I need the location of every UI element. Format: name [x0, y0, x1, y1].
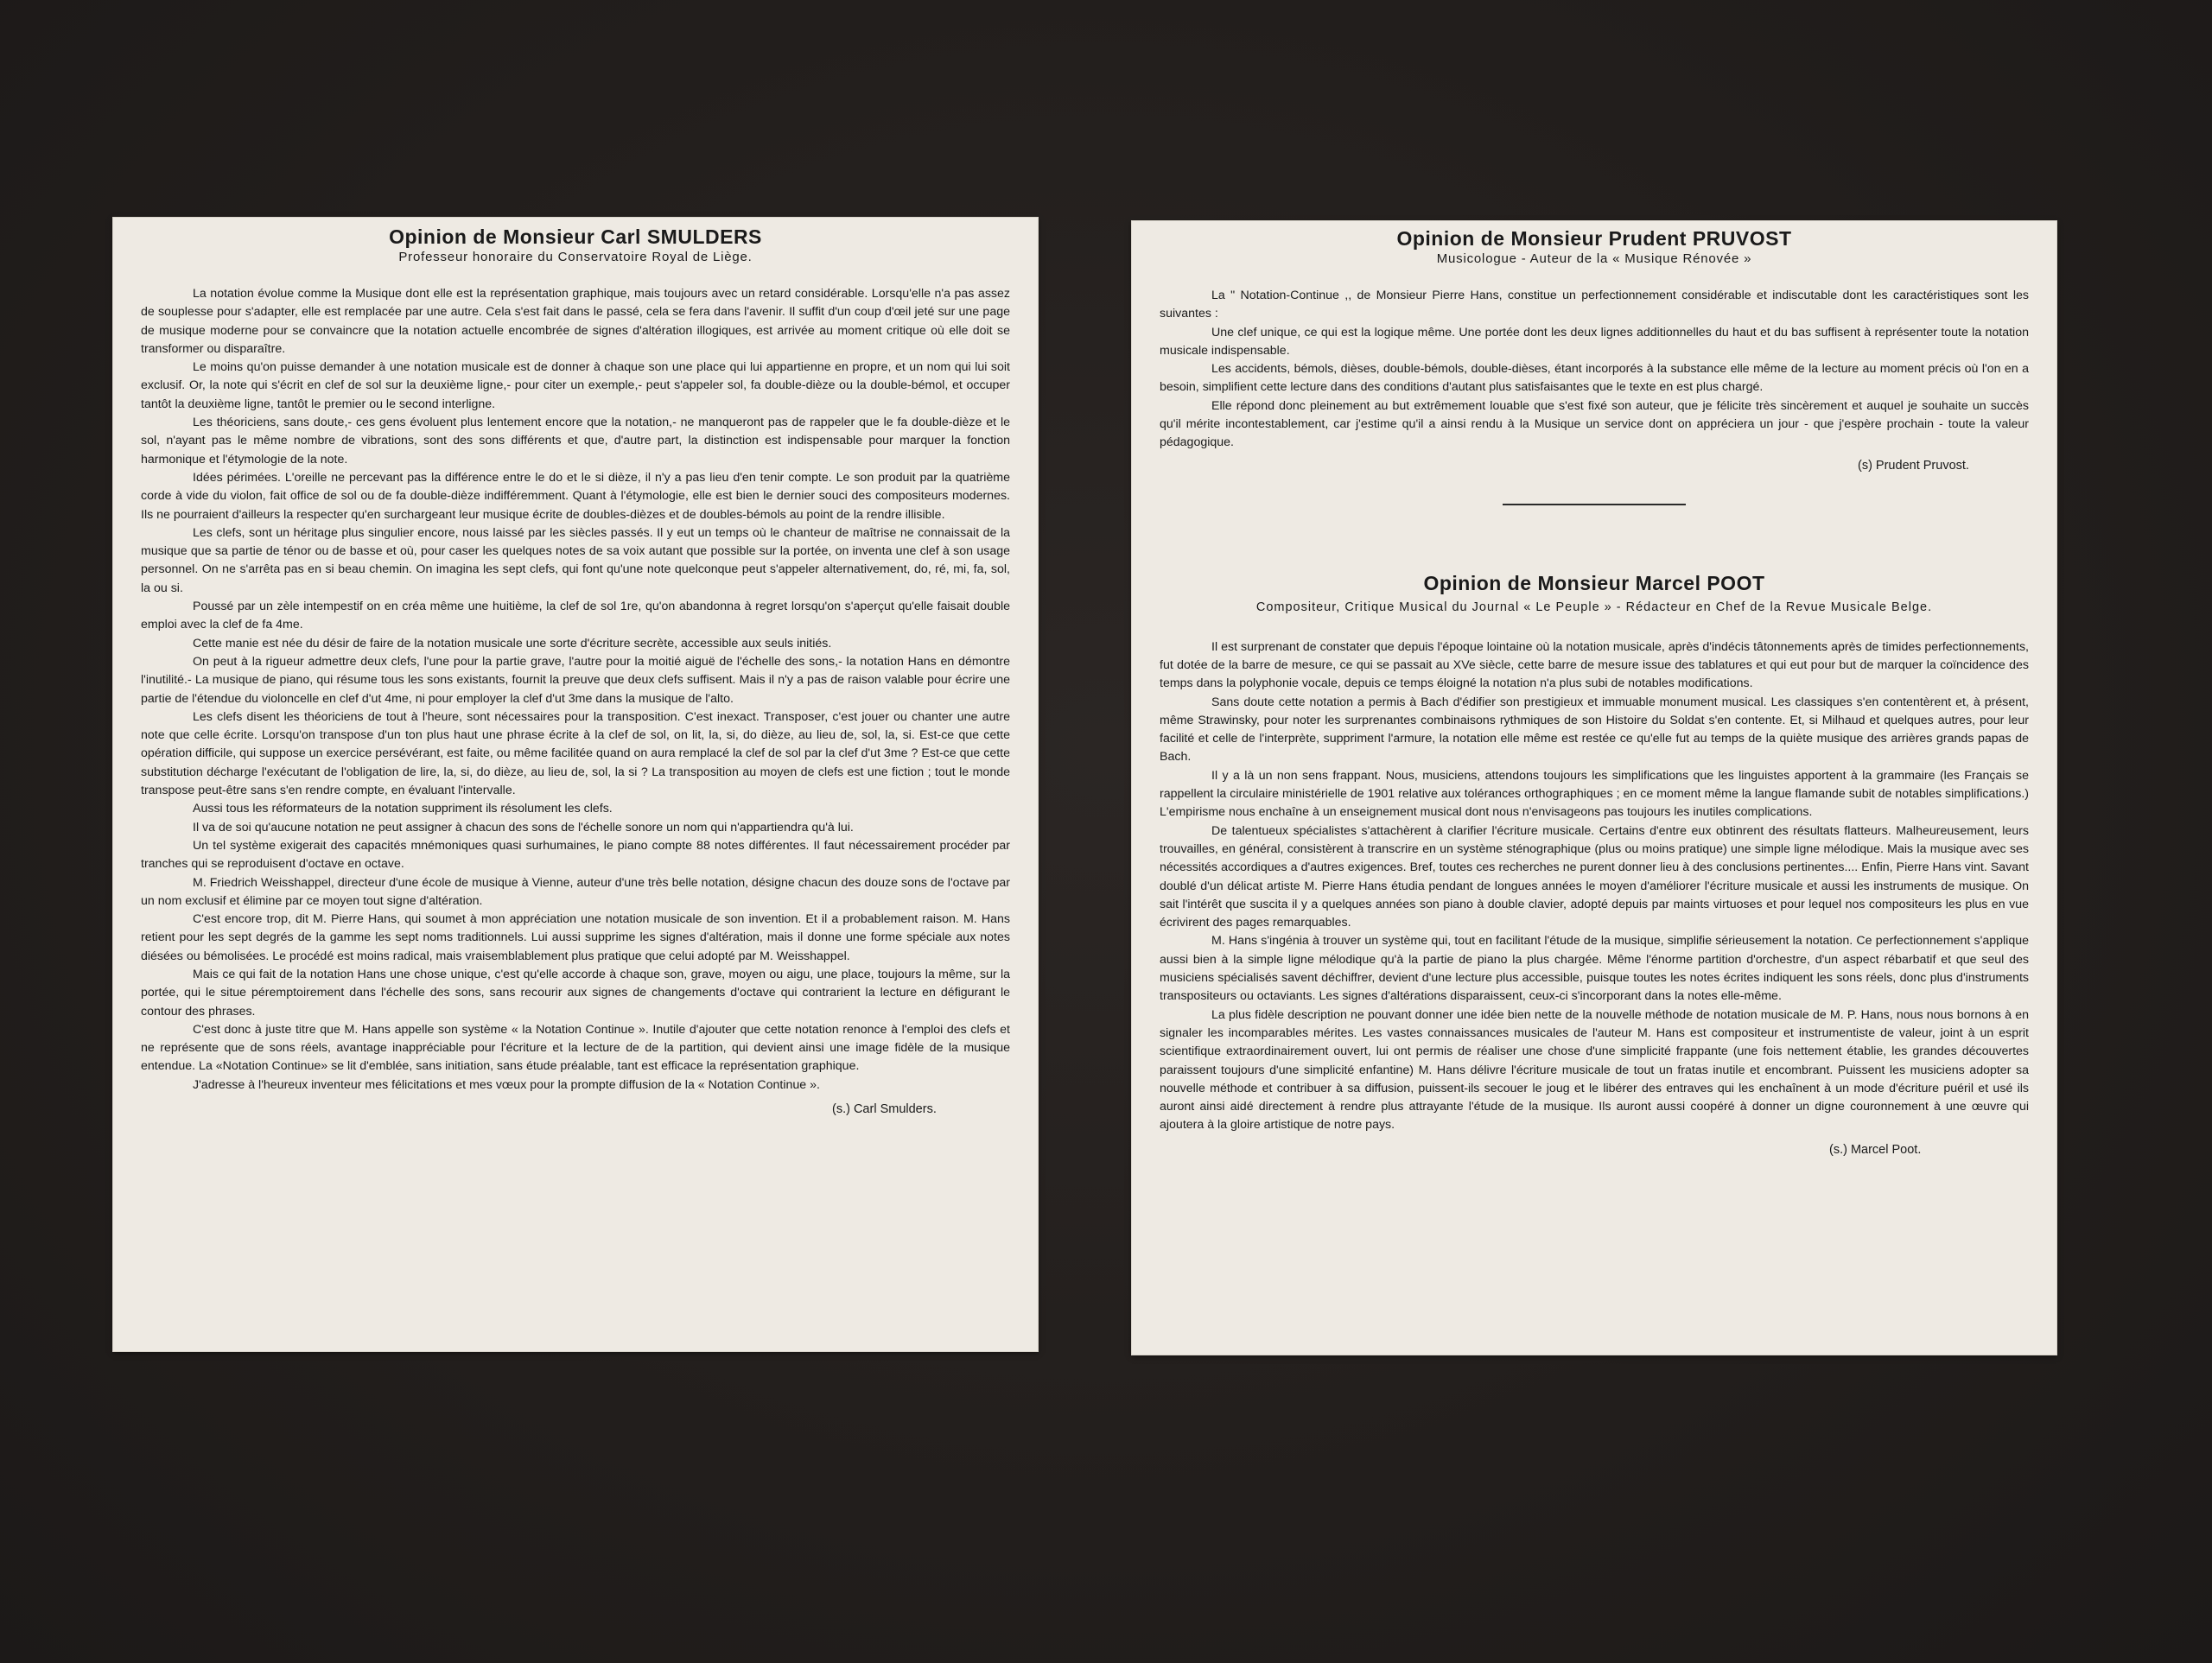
smulders-paragraph: Aussi tous les réformateurs de la notation suppriment ils résolument les clefs. [193, 802, 613, 816]
smulders-body [141, 285, 1010, 1095]
smulders-opinion-sheet [113, 218, 1038, 1351]
pruvost-paragraph: Elle répond donc pleinement au but extrêmement louable que s'est fixé son auteur, que je félicite très sincèrement et auquel je souhaite un succès qu'il mérite incontestablement, car j'estime qu'il a ainsi rendu à la Musique un service dont on appréciera un jour - que j'espère prochain - toute la valeur pédagogique. [1160, 398, 2029, 450]
pruvost-subtitle: Musicologue - Auteur de la « Musique Rénovée » [1436, 251, 1752, 266]
smulders-paragraph: Il va de soi qu'aucune notation ne peut assigner à chacun des sons de l'échelle sonore un nom qui n'appartiendra qu'à lui. [193, 820, 854, 835]
poot-paragraph: M. Hans s'ingénia à trouver un système qui, tout en facilitant l'étude de la musique, simplifie sérieusement la notation. Ce perfectionnement s'applique aussi bien à la simple ligne mélodique qu'à la partie de piano la plus chargée. Même l'énorme partition d'orchestre, d'un aspect rébarbatif et que seul des musiciens spécialisés savent déchiffrer, devient d'une lecture plus accessible, puisque toutes les notes écrites indiquent les sons réels, donc plus d'instruments transpositeurs ou octaviants. Les signes d'altérations disparaissent, ceux-ci s'incorporant dans la notes elle-même. [1160, 934, 2029, 1004]
smulders-paragraph: Un tel système exigerait des capacités mnémoniques quasi surhumaines, le piano compte 88 notes différentes. Il faut nécessairement procéder par tranches qui se reproduisent d'octave en octave. [141, 838, 1010, 872]
smulders-paragraph: On peut à la rigueur admettre deux clefs, l'une pour la partie grave, l'autre pour la moitié aiguë de l'échelle des sons,- la notation Hans en démontre l'inutilité.- La musique de piano, qui résume tous les sons existants, fournit la preuve que deux clefs suffisent. Mais il n'y a pas de raison valable pour écrire une partie de l'étendue du violoncelle en clef d'ut 4me, ni pour employer la clef d'ut 3me dans la musique de l'alto. [141, 654, 1010, 706]
smulders-paragraph: C'est encore trop, dit M. Pierre Hans, qui soumet à mon appréciation une notation musicale de son invention. Et il a probablement raison. M. Hans retient pour les sept degrés de la gamme les sept noms traditionnels. Lui aussi supprime les signes d'altération, mais il donne une forme spéciale aux notes diésées ou bémolisées. Le procédé est moins radical, mais vraisemblablement plus pratique que celui adopté par M. Weisshappel. [141, 912, 1010, 963]
poot-paragraph: Sans doute cette notation a permis à Bach d'édifier son prestigieux et immuable monument musical. Les classiques s'en contentèrent et, à présent, même Strawinsky, pour noter les surprenantes combinaisons rythmiques de son Histoire du Soldat s'en contente. Et, si Milhaud et quelques autres, pour leur facilité et celle de l'interprète, suppriment l'armure, la notation elle même est restée ce qu'elle fut au temps de la quiète musique des arrières grands papas de Bach. [1160, 695, 2029, 765]
poot-paragraph: De talentueux spécialistes s'attachèrent à clarifier l'écriture musicale. Certains d'entre eux obtinrent des résultats flatteurs. Malheureusement, leurs trouvailles, en général, consistèrent à transcrire en un système sténographique (plus ou moins pratique) une simple ligne mélodique. Mais la musique avec ses nécessités accordiques a d'autres exigences. Bref, toutes ces recherches ne purent donner lieu à des conclusions pertinentes.... Enfin, Pierre Hans vint. Savant doublé d'un délicat artiste M. Pierre Hans étudia pendant de longues années le moyen d'améliorer l'écriture musicale et aussi les instruments de musique. On sait l'intérêt que suscita il y a quelques années son piano à double clavier, adopté depuis par maints virtuoses et pour lequel nos compositeurs les plus en vue écrivirent des pages remarquables. [1160, 823, 2029, 930]
pruvost-signature: (s) Prudent Pruvost. [1858, 458, 1969, 473]
pruvost-body [1160, 287, 2029, 453]
pruvost-title: Opinion de Monsieur Prudent PRUVOST [1396, 227, 1792, 250]
smulders-paragraph: Les clefs, sont un héritage plus singulier encore, nous laissé par les siècles passés. Il y eut un temps où le chanteur de maîtrise ne connaissait de la musique que sa partie de ténor ou de basse et où, pour caser les quelques notes de sa voix autant que possible sur la portée, on inventa une clef à son usage personnel. On ne s'arrêta pas en si beau chemin. On imagina les sept clefs, qui font qu'une note quelconque peut s'appeler alternativement, do, ré, mi, fa, sol, la ou si. [141, 525, 1010, 595]
smulders-subtitle: Professeur honoraire du Conservatoire Royal de Liège. [398, 250, 753, 264]
poot-paragraph: Il y a là un non sens frappant. Nous, musiciens, attendons toujours les simplifications que les linguistes apportent à la grammaire (les Français se rappellent la circulaire ministérielle de 1901 relative aux tolérances orthographiques ; en ce moment même la langue flamande subit de notables simplifications.) L'empirisme nous enchaîne à un enseignement musical dont nous n'envisageons pas toujours les inutiles complications. [1160, 768, 2029, 820]
smulders-paragraph: M. Friedrich Weisshappel, directeur d'une école de musique à Vienne, auteur d'une très belle notation, désigne chacun des douze sons de l'octave par un nom exclusif et élimine par ce moyen tout signe d'altération. [141, 875, 1010, 908]
pruvost-paragraph: La " Notation-Continue ,, de Monsieur Pierre Hans, constitue un perfectionnement considérable et indiscutable dont les caractéristiques sont les suivantes : [1160, 289, 2029, 321]
smulders-title: Opinion de Monsieur Carl SMULDERS [389, 225, 762, 248]
poot-paragraph: La plus fidèle description ne pouvant donner une idée bien nette de la nouvelle méthode de notation musicale de M. P. Hans, nous nous bornons à en signaler les incomparables mérites. Les vastes connaissances musicales de l'auteur M. Hans est compositeur et instrumentiste de valeur, joint à un esprit scientifique extraordinairement ouvert, lui ont permis de réaliser une chose d'une simplicité frappante (une fois nettement établie, les grandes découvertes paraissent toujours d'une simplicité enfantine) M. Hans délivre l'écriture musicale de tout un fratas inutile et encombrant. Puissent les musiciens adopter sa nouvelle méthode et contribuer à sa diffusion, puissent-ils secouer le joug et le libérer des entraves qui les enchaînent à un mode d'écriture puéril et usé ils auront ainsi aidé directement à rendre plus attrayante l'étude de la musique. Ils auront aussi coopéré à donner un digne couronnement à une œuvre qui ajoutera à la gloire artistique de notre pays. [1160, 1007, 2029, 1133]
smulders-paragraph: La notation évolue comme la Musique dont elle est la représentation graphique, mais toujours avec un retard considérable. Lorsqu'elle n'a pas assez de souplesse pour s'adapter, elle est remplacée par une autre. Cela s'est fait dans le passé, cela se fera dans l'avenir. Il suffit d'un coup d'œil jeté sur une page de musique moderne pour se convaincre que la notation actuelle encombrée de signes d'altération illogiques, est arrivée au moment critique où elle doit se transformer ou disparaître. [141, 287, 1010, 356]
poot-subtitle: Compositeur, Critique Musical du Journal « Le Peuple » - Rédacteur en Chef de la Revue Musicale Belge. [1255, 600, 1933, 614]
smulders-paragraph: Poussé par un zèle intempestif on en créa même une huitième, la clef de sol 1re, qu'on abandonna à regret lorsqu'on s'aperçut qu'elle faisait double emploi avec la clef de fa 4me. [141, 600, 1010, 632]
poot-body [1160, 638, 2029, 1135]
poot-signature: (s.) Marcel Poot. [1829, 1142, 1922, 1157]
pruvost-paragraph: Les accidents, bémols, dièses, double-bémols, double-dièses, étant incorporés à la substance elle même de la lecture au moment précis où l'on en a besoin, simplifient cette lecture dans des conditions d'autant plus satisfaisantes que le texte en est plus chargé. [1160, 362, 2029, 395]
poot-title: Opinion de Monsieur Marcel POOT [1423, 571, 1765, 594]
poot-paragraph: Il est surprenant de constater que depuis l'époque lointaine où la notation musicale, après d'indécis tâtonnements après de timides perfectionnements, fut dotée de la barre de mesure, ce qui se passait au XVe siècle, cette barre de mesure issue des tablatures et qui eut pour but de marquer la coïncidence des temps dans la polyphonie vocale, depuis ce temps éloigné la notation n'a plus subi de notables modifications. [1160, 639, 2029, 691]
smulders-signature: (s.) Carl Smulders. [832, 1102, 937, 1117]
pruvost-poot-opinion-sheet [1132, 221, 2056, 1355]
smulders-paragraph: Les clefs disent les théoriciens de tout à l'heure, sont nécessaires pour la transposition. C'est inexact. Transposer, c'est jouer ou chanter une autre note que celle écrite. Lorsqu'on transpose d'un ton plus haut une phrase écrite à la clef de sol, on lit, la, si, do dièze, au lieu de, sol, la, si. Est-ce que cette opération difficile, qui suppose un exercice persévérant, est faite, ou même facilitée quand on aura remplacé la clef de sol par la clef d'ut 3me ? Est-ce que cette substitution décharge l'exécutant de l'obligation de lire, la, si, do dièze, au lieu de, sol, la si ? La transposition au moyen de clefs est une fiction ; tout le monde transpose peut-être sans s'en rendre compte, en évaluant l'intervalle. [141, 709, 1010, 798]
smulders-paragraph: Idées périmées. L'oreille ne percevant pas la différence entre le do et le si dièze, il n'y a pas lieu d'en tenir compte. Le son produit par la quatrième corde à vide du violon, fait office de sol ou de fa double-dièze indifféremment. Quant à l'étymologie, elle est bien le dernier souci des compositeurs modernes. Ils ne pourraient d'ailleurs la respecter qu'en surchargeant leur musique écrite de doubles-dièzes et de doubles-bémols au point de la rendre illisible. [141, 470, 1010, 522]
smulders-paragraph: Cette manie est née du désir de faire de la notation musicale une sorte d'écriture secrète, accessible aux seuls initiés. [193, 636, 832, 651]
smulders-paragraph: J'adresse à l'heureux inventeur mes félicitations et mes vœux pour la prompte diffusion de la « Notation Continue ». [193, 1077, 820, 1092]
section-divider [1503, 504, 1686, 505]
smulders-paragraph: Les théoriciens, sans doute,- ces gens évoluent plus lentement encore que la notation,- ne manqueront pas de rappeler que le fa double-dièze et le sol, n'ayant pas le même nombre de vibrations, sont des sons différents et que, d'autre part, la distinction est indispensable pour marquer la fonction harmonique et l'étymologie de la note. [141, 416, 1010, 467]
smulders-paragraph: Mais ce qui fait de la notation Hans une chose unique, c'est qu'elle accorde à chaque son, grave, moyen ou aigu, une place, toujours la même, sur la portée, qui le situe péremptoirement dans l'échelle des sons, sans recourir aux signes de changements d'octave qui contrarient la lecture en défigurant le contour des phrases. [141, 967, 1010, 1019]
smulders-paragraph: C'est donc à juste titre que M. Hans appelle son système « la Notation Continue ». Inutile d'ajouter que cette notation renonce à l'emploi des clefs et ne représente que de sons réels, avantage inappréciable pour l'écriture et la lecture de de la partition, qui devient ainsi une image fidèle de la musique entendue. La «Notation Continue» se lit d'emblée, sans initiation, sans étude préalable, tant est efficace la représentation graphique. [141, 1022, 1010, 1074]
smulders-paragraph: Le moins qu'on puisse demander à une notation musicale est de donner à chaque son une place qui lui appartienne en propre, et un nom qui lui soit exclusif. Or, la note qui s'écrit en clef de sol sur la deuxième ligne,- pour citer un exemple,- peut s'appeler sol, fa double-dièze ou la double-bémol, et occuper tantôt la deuxième ligne, tantôt le premier ou le second interligne. [141, 360, 1010, 411]
pruvost-paragraph: Une clef unique, ce qui est la logique même. Une portée dont les deux lignes additionnelles du haut et du bas suffisent à représenter toute la notation musicale indispensable. [1160, 325, 2029, 358]
